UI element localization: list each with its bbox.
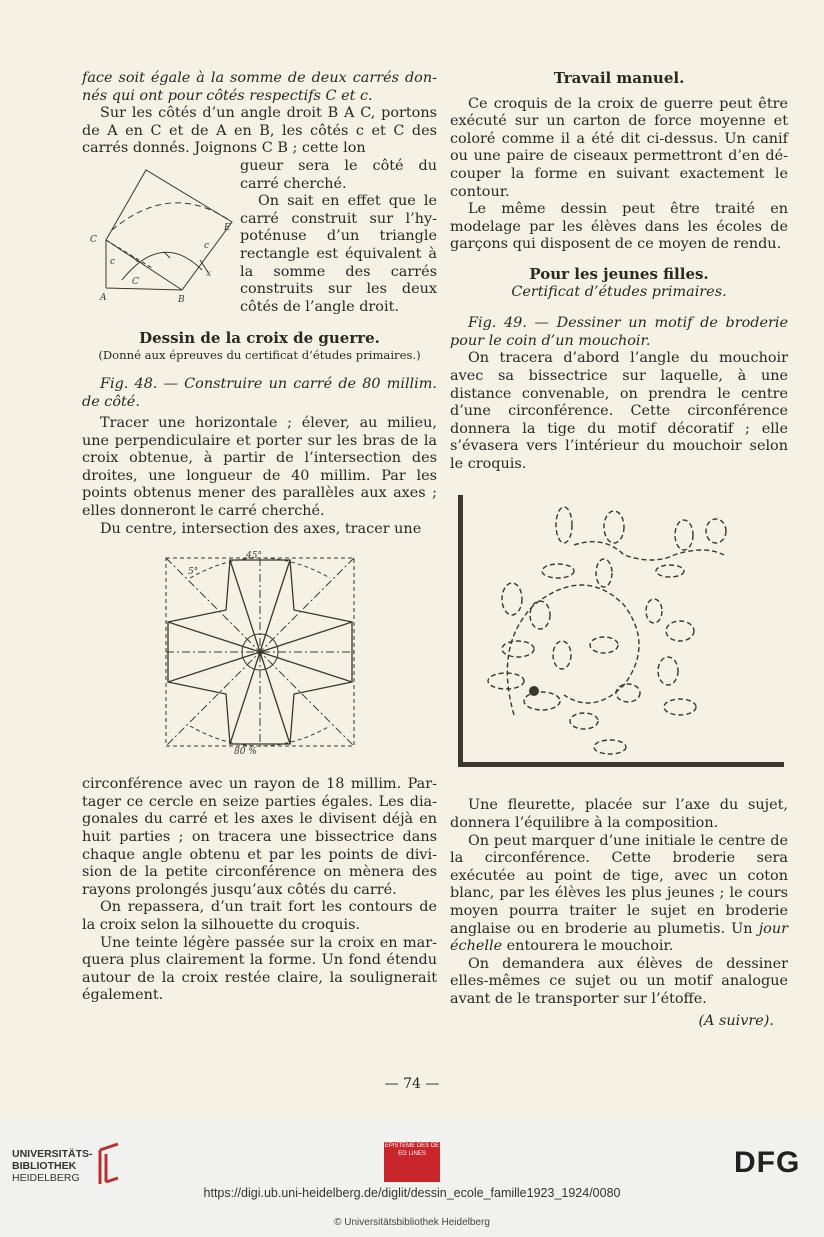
library-mark-icon xyxy=(96,1142,122,1186)
fig-label: 80 % xyxy=(233,747,257,758)
paragraph: On tracera d’abord l’angle du mouchoir avec sa bissectrice sur laquelle, à une distance convenable, on prendra le centre d’une circonférence. Cette circonférence donnera la tige du motif décoratif ; elle s’évasera vers l’intérieur du mouchoir selon le croquis. xyxy=(450,350,788,472)
figure-caption: Fig. 49. — Dessiner un motif de broderie pour le coin d’un mouchoir. xyxy=(450,315,788,349)
paragraph: Ce croquis de la croix de guerre peut être exécuté sur un carton de force moyenne et coloré comme il a été dit ci-dessus. Un canif ou une paire de ciseaux permettront d’en découper la forme en suivant exactement le contour. xyxy=(450,95,788,200)
text-run: entourera le mouchoir. xyxy=(502,938,674,955)
emphasis: jour échelle xyxy=(450,920,788,955)
library-name-line: HEIDELBERG xyxy=(12,1172,80,1184)
permalink-url[interactable]: https://digi.ub.uni-heidelberg.de/diglit/dessin_ecole_famille1923_1924/0080 xyxy=(203,1186,621,1200)
copyright-notice: © Universitätsbibliothek Heidelberg xyxy=(334,1217,490,1228)
fig-label: C xyxy=(90,234,97,245)
project-seal[interactable] xyxy=(384,1142,440,1182)
paragraph: gueur sera le côté du carré cherché. xyxy=(240,157,437,192)
figure-caption: Fig. 48. — Construire un carré de 80 millim. de côté. xyxy=(82,375,437,410)
library-name-line: UNIVERSITÄTS- xyxy=(12,1148,93,1160)
paragraph: face soit égale à la somme de deux carrés donnés qui ont pour côtés respectifs C et c. xyxy=(82,70,437,104)
paragraph: On demandera aux élèves de dessiner elles-mêmes ce sujet ou un motif analogue avant de le transporter sur l’étoffe. xyxy=(450,955,788,1007)
fig-label: C xyxy=(132,276,139,287)
fig-label: 45° xyxy=(245,551,262,562)
paragraph xyxy=(450,833,788,956)
page-number: — 74 — xyxy=(384,1076,440,1092)
library-name-line: BIBLIOTHEK xyxy=(12,1160,77,1172)
paragraph: Le même dessin peut être traité en modelage par les élèves dans les écoles de garçons qui disposent de ce moyen de rendu. xyxy=(450,201,788,253)
paragraph: On repassera, d’un trait fort les contours de la croix selon la silhouette du croquis. xyxy=(82,899,437,933)
right-column xyxy=(450,70,788,1030)
section-heading: Dessin de la croix de guerre. xyxy=(139,329,380,348)
paragraph: Tracer une horizontale ; élever, au milieu, une perpendiculaire et porter sur les bras de la croix obtenue, à partir de l’intersection des droites, une longueur de 40 millim. Par les points obtenus mener des parallèles aux axes ; elles donneront le carré cherché. xyxy=(82,415,437,520)
viewer-footer xyxy=(0,1120,824,1237)
cross-figure xyxy=(160,548,360,760)
paragraph: circonférence avec un rayon de 18 millim. Partager ce cercle en seize parties égales. Les diagonales du carré et les axes le divisent déjà en huit parties ; on tracera une bissectrice dans chaque angle obtenu et par les points de division de la petite circonférence on mènera des rayons prolongés jusqu’aux côtés du carré. xyxy=(82,776,437,898)
text-run: On peut marquer d’une initiale le centre de la circonférence. Cette broderie sera exécutée au point de tige, avec un coton blanc, par les élèves les plus jeunes ; le cours moyen pourra traiter le sujet en broderie anglaise ou en broderie au plumetis. Un xyxy=(450,832,788,937)
paragraph: On sait en effet que le carré construit sur l’hypoténuse d’un triangle rectangle est équivalent à la somme des carrés construits sur les deux côtés de l’angle droit. xyxy=(240,193,437,315)
fig-label: 5° xyxy=(187,567,198,578)
triangle-squares-figure xyxy=(82,160,234,308)
embroidery-figure xyxy=(454,485,788,781)
paragraph: Une teinte légère passée sur la croix en marquera plus clairement la forme. Un fond étendu autour de la croix restée claire, la soulignerait également. xyxy=(82,934,437,1004)
paragraph: Une fleurette, placée sur l’axe du sujet, donnera l’équilibre à la composition. xyxy=(450,797,788,832)
fig-label: c xyxy=(110,256,116,267)
section-subheading: Certificat d’études primaires. xyxy=(511,283,727,300)
dfg-logo[interactable]: DFG xyxy=(734,1146,801,1179)
paragraph: Sur les côtés d’un angle droit B A C, portons de A en C et de A en B, les côtés c et C des carrés donnés. Joignons C B ; cette lon xyxy=(82,105,437,157)
section-heading: Pour les jeunes filles. xyxy=(529,264,709,283)
fig-label: B xyxy=(178,294,185,305)
section-heading: Travail manuel. xyxy=(553,69,685,87)
section-subheading: (Donné aux épreuves du certificat d’études primaires.) xyxy=(98,347,421,362)
fig-label: c xyxy=(204,240,210,251)
left-column xyxy=(82,70,437,1005)
paragraph: Du centre, intersection des axes, tracer une xyxy=(100,520,422,537)
fig-label: E xyxy=(224,222,231,233)
seal-text: EPISTEME DES DE EG LINES xyxy=(384,1143,440,1157)
fig-label: A xyxy=(100,292,107,303)
to-be-continued: (A suivre). xyxy=(698,1012,774,1029)
fig-label: x xyxy=(206,268,212,279)
